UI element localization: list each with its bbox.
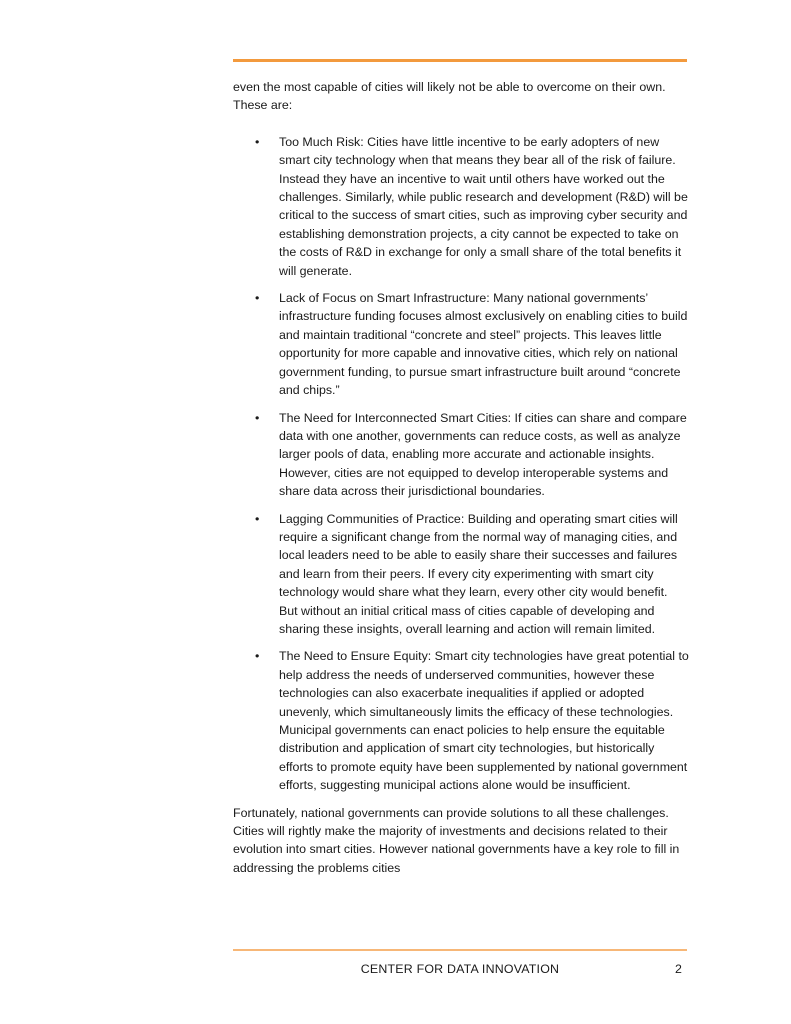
footer-title: CENTER FOR DATA INNOVATION — [360, 962, 560, 976]
list-item — [233, 409, 689, 501]
page-body — [233, 78, 689, 877]
list-item-text: The Need to Ensure Equity: Smart city technologies have great potential to help address the needs of underserved communities, however these technologies can also exacerbate inequalities if applied or adopted unevenly, which simultaneously limits the efficacy of these technologies. Municipal governments can enact policies to help ensure the equitable distribution and application of smart city technologies, but historically efforts to promote equity have been supplemented by national government efforts, suggesting municipal actions alone would be insufficient. — [279, 649, 689, 793]
list-item — [233, 133, 689, 280]
bullet-icon: • — [255, 649, 260, 664]
list-item — [233, 510, 689, 639]
footer-rule — [233, 949, 687, 951]
intro-paragraph: even the most capable of cities will likely not be able to overcome on their own. These are: — [233, 80, 666, 113]
list-item — [233, 647, 689, 794]
list-item-text: Lagging Communities of Practice: Building and operating smart cities will require a significant change from the normal way of managing cities, and local leaders need to be able to easily share their successes and failures and learn from their peers. If every city experimenting with smart city technology would share what they learn, every other city would benefit. But without an initial critical mass of cities capable of developing and sharing these insights, overall learning and action will remain limited. — [279, 511, 678, 636]
list-item-text: Lack of Focus on Smart Infrastructure: Many national governments’ infrastructure funding focuses almost exclusively on enabling cities to build and maintain traditional “concrete and steel” projects. This leaves little opportunity for more capable and innovative cities, which rely on national government funding, to pursue smart infrastructure built around “concrete and chips.” — [279, 291, 688, 398]
list-item — [233, 289, 689, 399]
list-item-text: The Need for Interconnected Smart Cities: If cities can share and compare data with one another, governments can reduce costs, as well as analyze larger pools of data, enabling more accurate and actionable insights. However, cities are not equipped to develop interoperable systems and share data across their jurisdictional boundaries. — [279, 410, 687, 499]
header-rule — [233, 59, 687, 62]
bullet-icon: • — [255, 410, 260, 425]
bullet-icon: • — [255, 134, 260, 149]
bullet-icon: • — [255, 511, 260, 526]
closing-paragraph: Fortunately, national governments can provide solutions to all these challenges. Cities will rightly make the majority of investments and decisions related to their evolution into smart cities. However national governments have a key role to fill in addressing the problems cities — [233, 805, 680, 875]
list-item-text: Too Much Risk: Cities have little incentive to be early adopters of new smart city technology when that means they bear all of the risk of failure. Instead they have an incentive to wait until others have worked out the challenges. Similarly, while public research and development (R&D) will be critical to the success of smart cities, such as improving cyber security and establishing demonstration projects, a city cannot be expected to take on the costs of R&D in exchange for only a small share of the total benefits it will generate. — [279, 134, 688, 278]
page-number: 2 — [675, 962, 682, 976]
challenge-list — [233, 133, 689, 795]
bullet-icon: • — [255, 291, 260, 306]
